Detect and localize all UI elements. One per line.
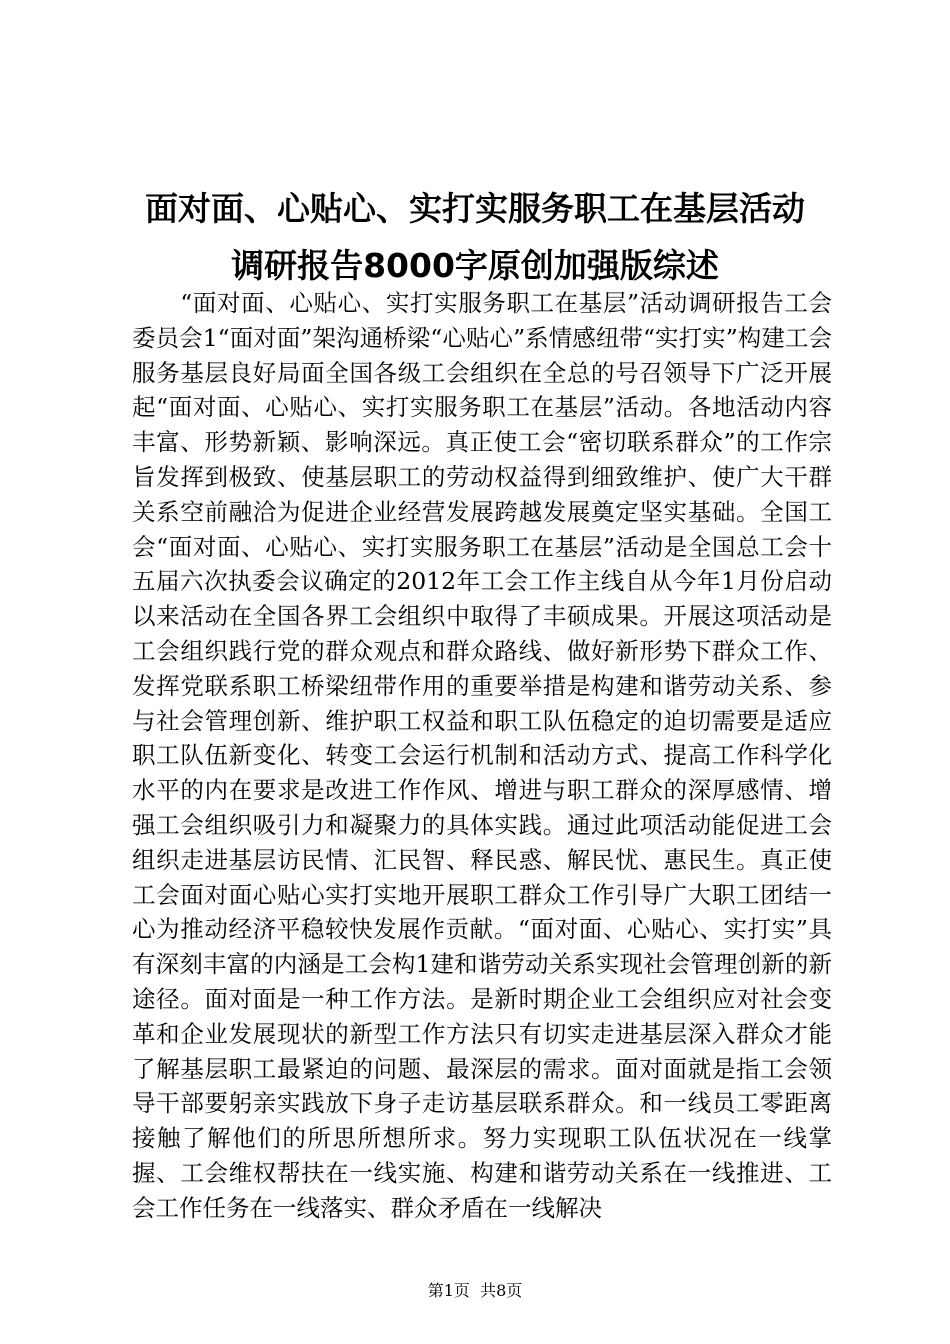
body-paragraph	[132, 286, 832, 1226]
body-text: “面对面、心贴心、实打实服务职工在基层”活动调研报告工会委员会1“面对面”架沟通桥梁“心贴心”系情感纽带“实打实”构建工会服务基层良好局面全国各级工会组织在全总的号召领导下广泛开展起“面对面、心贴心、实打实服务职工在基层”活动。各地活动内容丰富、形势新颖、影响深远。真正使工会“密切联系群众”的工作宗旨发挥到极致、使基层职工的劳动权益得到细致维护、使广大干群关系空前融洽为促进企业经营发展跨越发展奠定坚实基础。全国工会“面对面、心贴心、实打实服务职工在基层”活动是全国总工会十五届六次执委会议确定的2012年工会工作主线自从今年1月份启动以来活动在全国各界工会组织中取得了丰硕成果。开展这项活动是工会组织践行党的群众观点和群众路线、做好新形势下群众工作、发挥党联系职工桥梁纽带作用的重要举措是构建和谐劳动关系、参与社会管理创新、维护职工权益和职工队伍稳定的迫切需要是适应职工队伍新变化、转变工会运行机制和活动方式、提高工作科学化水平的内在要求是改进工作作风、增进与职工群众的深厚感情、增强工会组织吸引力和凝聚力的具体实践。通过此项活动能促进工会组织走进基层访民情、汇民智、释民惑、解民忧、惠民生。真正使工会面对面心贴心实打实地开展职工群众工作引导广大职工团结一心为推动经济平稳较快发展作贡献。“面对面、心贴心、实打实”具有深刻丰富的内涵是工会构1建和谐劳动关系实现社会管理创新的新途径。面对面是一种工作方法。是新时期企业工会组织应对社会变革和企业发展现状的新型工作方法只有切实走进基层深入群众才能了解基层职工最紧迫的问题、最深层的需求。面对面就是指工会领导干部要躬亲实践放下身子走访基层联系群众。和一线员工零距离接触了解他们的所思所想所求。努力实现职工队伍状况在一线掌握、工会维权帮扶在一线实施、构建和谐劳动关系在一线推进、工会工作任务在一线落实、群众矛盾在一线解决	[132, 289, 833, 1222]
page-footer	[0, 1281, 950, 1301]
title-line-1: 面对面、心贴心、实打实服务职工在基层活动	[145, 189, 805, 228]
title-line-2: 调研报告8000字原创加强版综述	[231, 246, 719, 285]
page-number: 第1页 共8页	[427, 1281, 523, 1300]
document-title	[100, 180, 850, 294]
paragraph-indent	[132, 289, 180, 317]
